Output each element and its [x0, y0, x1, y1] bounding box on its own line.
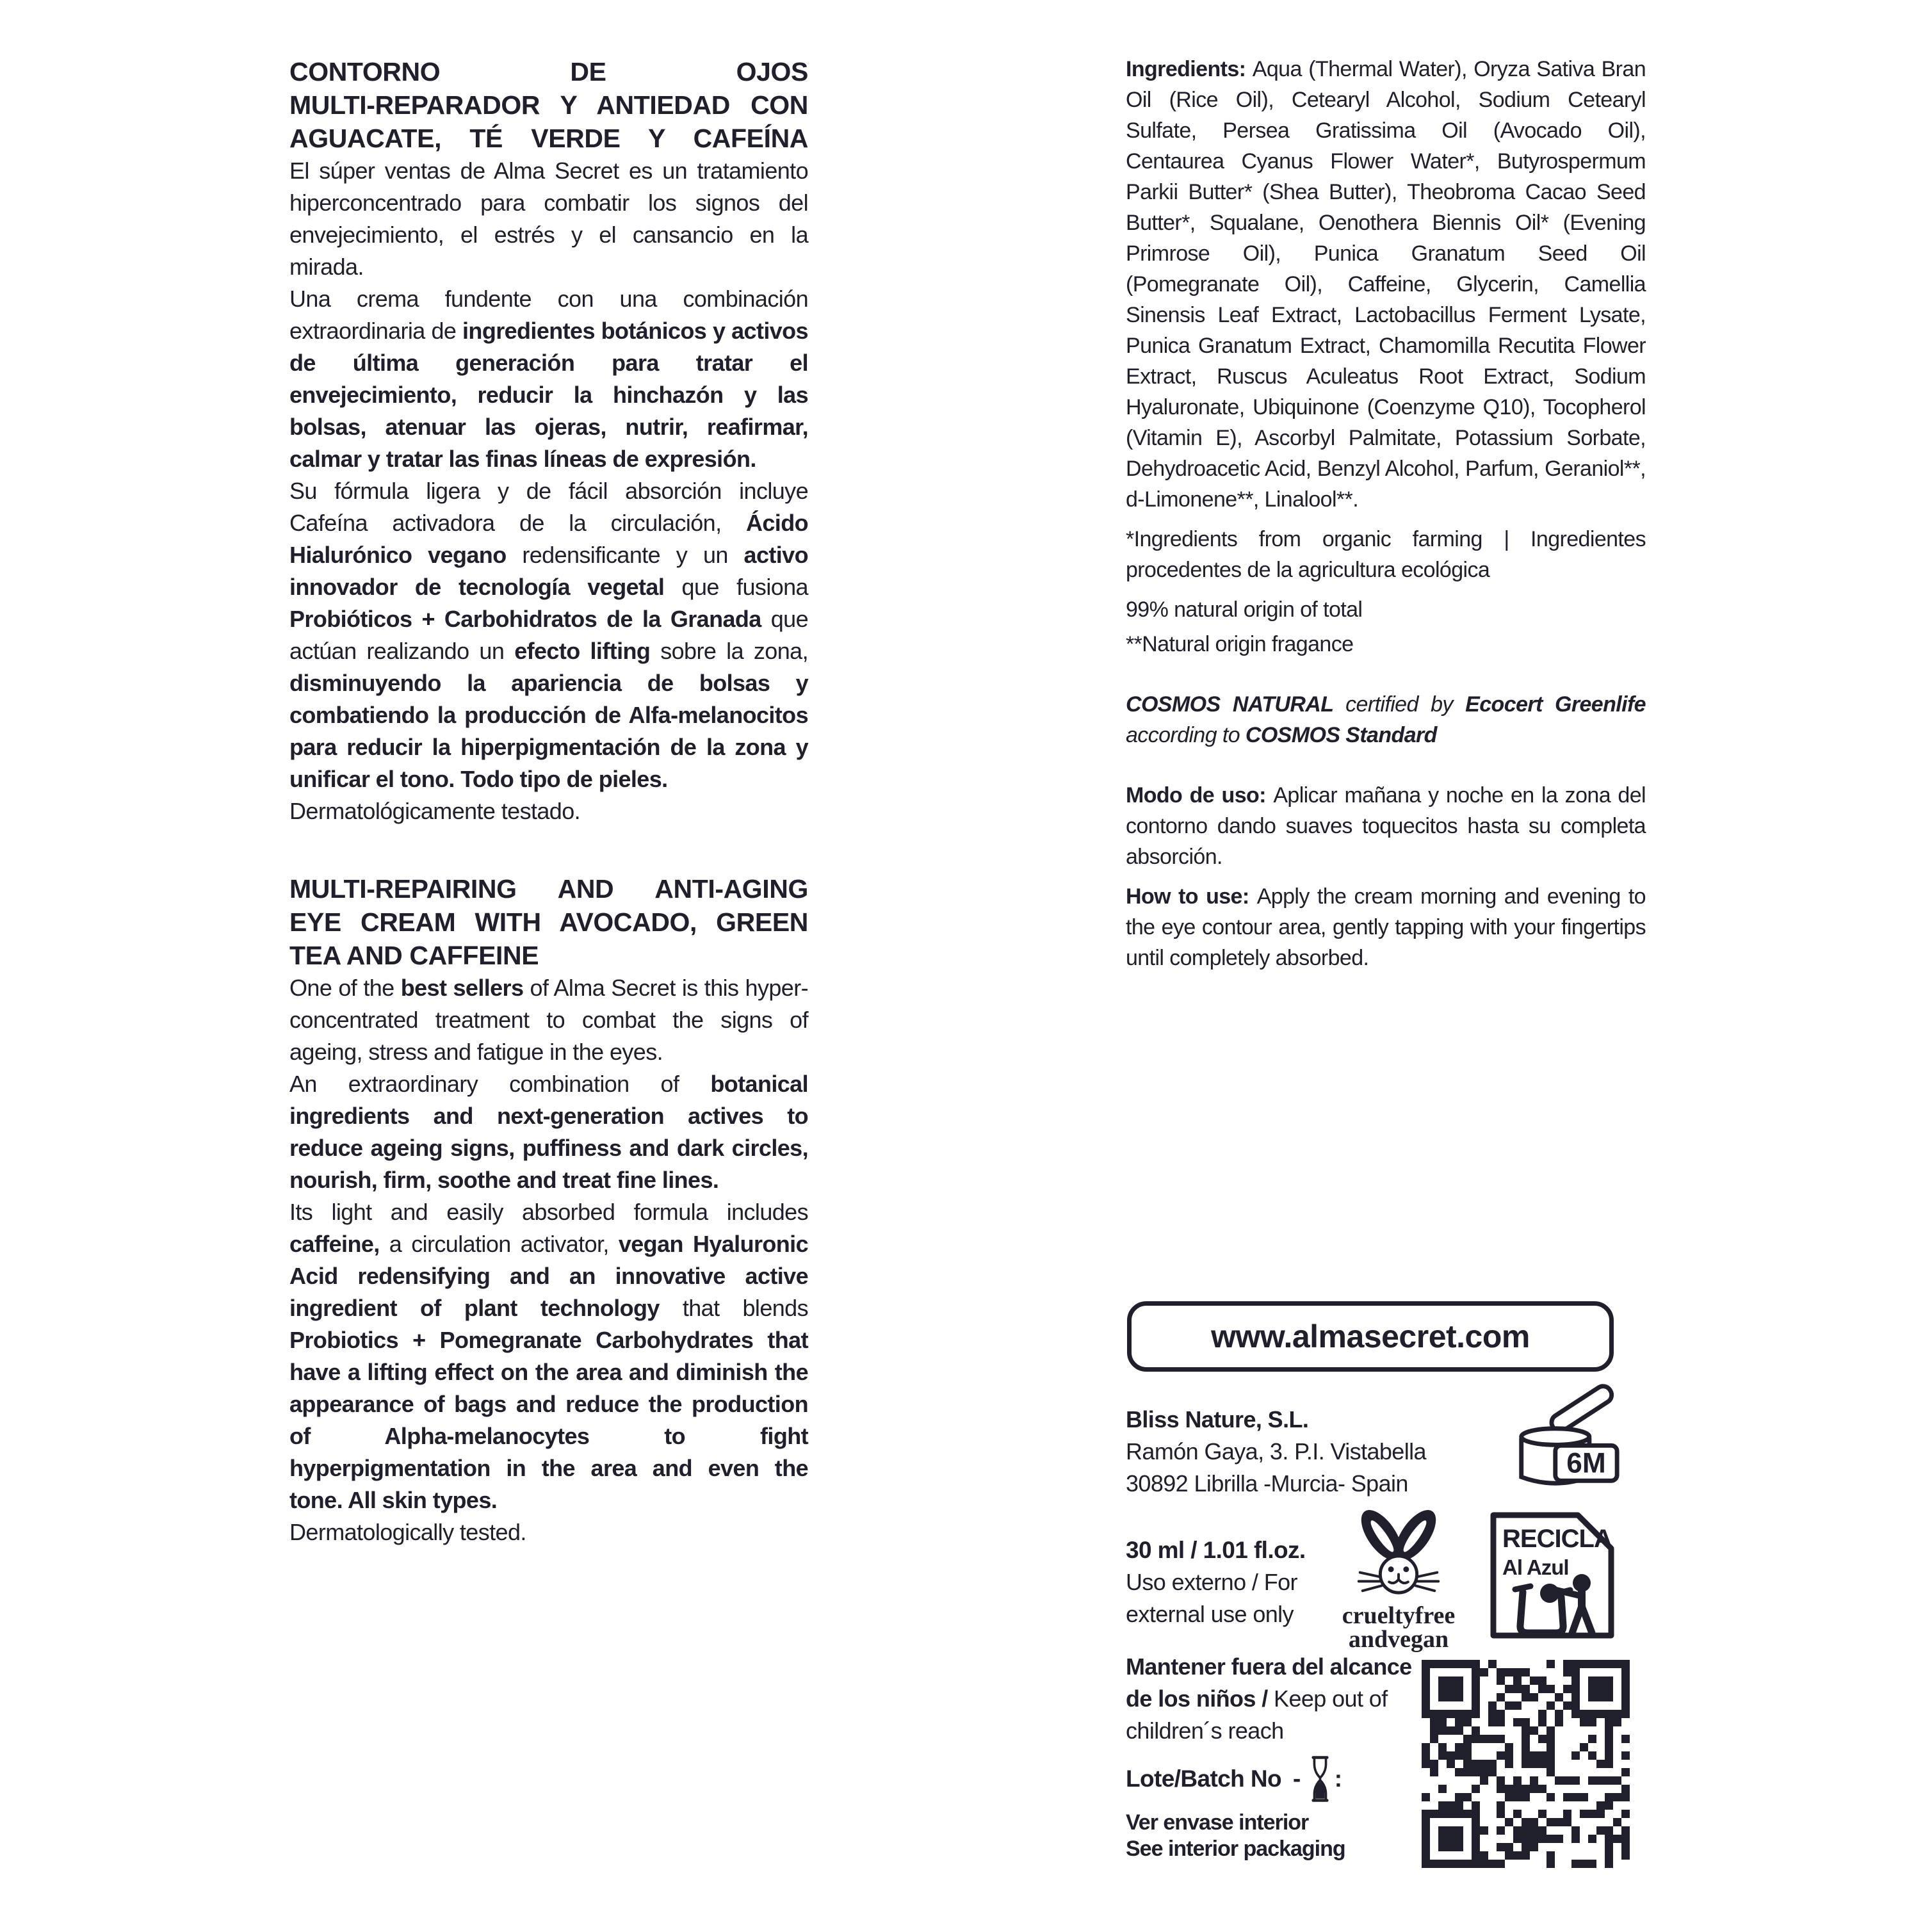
- al-azul-label: Al Azul: [1502, 1555, 1569, 1579]
- spanish-title: [289, 55, 808, 155]
- batch-colon: :: [1334, 1766, 1342, 1792]
- spanish-paragraph: Su fórmula ligera y de fácil absorción incluye Cafeína activadora de la circulación, Ácido Hialurónico vegano redensificante y un activo innovador de tecnología vegetal que fusiona Probióticos + Carbohidratos de la Granada que actúan realizando un efecto lifting sobre la zona, disminuyendo la apariencia de bolsas y combatiendo la producción de Alfa-melanocitos para reducir la hiperpigmentación de la zona y unificar el tono. Todo tipo de pieles.: [289, 478, 808, 792]
- spanish-dermatology-note: Dermatológicamente testado.: [289, 798, 581, 824]
- period-after-opening-icon: [1511, 1382, 1621, 1497]
- fragrance-origin-note: **Natural origin fragance: [1126, 632, 1354, 656]
- english-paragraph: One of the best sellers of Alma Secret is this hyper-concentrated treatment to combat the signs of ageing, stress and fatigue in the eyes.: [289, 975, 808, 1065]
- cruelty-free-vegan-logo: [1337, 1498, 1460, 1652]
- and-vegan-text: andvegan: [1348, 1626, 1449, 1653]
- pao-months-label: 6M: [1566, 1447, 1606, 1479]
- cruelty-free-text: crueltyfree: [1342, 1602, 1456, 1629]
- interior-packaging-note-es: Ver envase interior: [1126, 1810, 1309, 1835]
- website-box: [1127, 1301, 1614, 1372]
- children-warning: Mantener fuera del alcance de los niños / Keep out of children´s reach: [1126, 1653, 1412, 1744]
- english-paragraph: An extraordinary combination of botanical ingredients and next-generation actives to reduce ageing signs, puffiness and dark circles, nourish, firm, soothe and treat fine lines.: [289, 1071, 808, 1193]
- hourglass-icon: [1310, 1755, 1331, 1803]
- company-address-line: Ramón Gaya, 3. P.I. Vistabella: [1126, 1438, 1426, 1465]
- company-name: Bliss Nature, S.L.: [1126, 1406, 1309, 1433]
- english-dermatology-note: Dermatologically tested.: [289, 1519, 526, 1545]
- recycle-blue-bin-icon: [1484, 1506, 1620, 1648]
- recicla-label: RECICLA: [1502, 1525, 1612, 1553]
- right-column: [1126, 54, 1646, 973]
- spanish-title-line: CONTORNO DE OJOS: [289, 57, 808, 86]
- bunny-icon: [1338, 1498, 1459, 1600]
- batch-label: Lote/Batch No: [1126, 1766, 1281, 1792]
- ingredients-paragraph: Ingredients: Aqua (Thermal Water), Oryza Sativa Bran Oil (Rice Oil), Cetearyl Alcohol, Sodium Cetearyl Sulfate, Persea Gratissima Oil (Avocado Oil), Centaurea Cyanus Flower Water*, Butyrospermum Parkii Butter* (Shea Butter), Theobroma Cacao Seed Butter*, Squalane, Oenothera Biennis Oil* (Evening Primrose Oil), Punica Granatum Seed Oil (Pomegranate Oil), Caffeine, Glycerin, Camellia Sinensis Leaf Extract, Lactobacillus Ferment Lysate, Punica Granatum Extract, Chamomilla Recutita Flower Extract, Ruscus Aculeatus Root Extract, Sodium Hyaluronate, Ubiquinone (Coenzyme Q10), Tocopherol (Vitamin E), Ascorbyl Palmitate, Potassium Sorbate, Dehydroacetic Acid, Benzyl Alcohol, Parfum, Geraniol**, d-Limonene**, Linalool**.: [1126, 57, 1646, 512]
- batch-block: [1126, 1755, 1484, 1862]
- spanish-paragraph: Una crema fundente con una combinación extraordinaria de ingredientes botánicos y activos de última generación para tratar el envejecimiento, reducir la hinchazón y las bolsas, atenuar las ojeras, nutrir, reafirmar, calmar y tratar las finas líneas de expresión.: [289, 286, 808, 472]
- batch-dash: -: [1292, 1766, 1301, 1792]
- spanish-paragraph: El súper ventas de Alma Secret es un tratamiento hiperconcentrado para combatir los signos del envejecimiento, el estrés y el cansancio en la mirada.: [289, 158, 808, 280]
- company-block: [1126, 1404, 1472, 1500]
- spanish-title-line: AGUACATE, TÉ VERDE Y CAFEÍNA: [289, 124, 808, 153]
- modo-de-uso: Modo de uso: Aplicar mañana y noche en la zona del contorno dando suaves toquecitos hasta su completa absorción.: [1126, 783, 1646, 869]
- spanish-title-line: MULTI-REPARADOR Y ANTIEDAD CON: [289, 90, 808, 120]
- interior-packaging-note-en: See interior packaging: [1126, 1837, 1345, 1861]
- english-paragraph: Its light and easily absorbed formula includes caffeine, a circulation activator, vegan Hyaluronic Acid redensifying and an innovative active ingredient of plant technology that blends Probiotics + Pomegranate Carbohydrates that have a lifting effect on the area and diminish the appearance of bags and reduce the production of Alpha-melanocytes to fight hyperpigmentation in the area and even the tone. All skin types.: [289, 1199, 808, 1513]
- natural-origin-note: 99% natural origin of total: [1126, 597, 1363, 622]
- volume-label: 30 ml / 1.01 fl.oz.: [1126, 1537, 1306, 1563]
- company-address-line: 30892 Librilla -Murcia- Spain: [1126, 1470, 1408, 1497]
- external-use-line: Uso externo / For: [1126, 1569, 1297, 1595]
- english-title-line: MULTI-REPAIRING AND ANTI-AGING: [289, 874, 808, 904]
- how-to-use: How to use: Apply the cream morning and evening to the eye contour area, gently tapping with your fingertips until completely absorbed.: [1126, 884, 1646, 970]
- english-title: [289, 872, 808, 972]
- english-title-line: EYE CREAM WITH AVOCADO, GREEN: [289, 907, 808, 937]
- organic-farming-note: *Ingredients from organic farming | Ingredientes procedentes de la agricultura ecológica: [1126, 527, 1646, 582]
- left-column: [289, 55, 808, 1548]
- website-url: www.almasecret.com: [1211, 1319, 1530, 1354]
- english-title-line: TEA AND CAFFEINE: [289, 941, 539, 970]
- cosmos-certification: COSMOS NATURAL certified by Ecocert Greenlife according to COSMOS Standard: [1126, 692, 1646, 747]
- external-use-line: external use only: [1126, 1601, 1294, 1627]
